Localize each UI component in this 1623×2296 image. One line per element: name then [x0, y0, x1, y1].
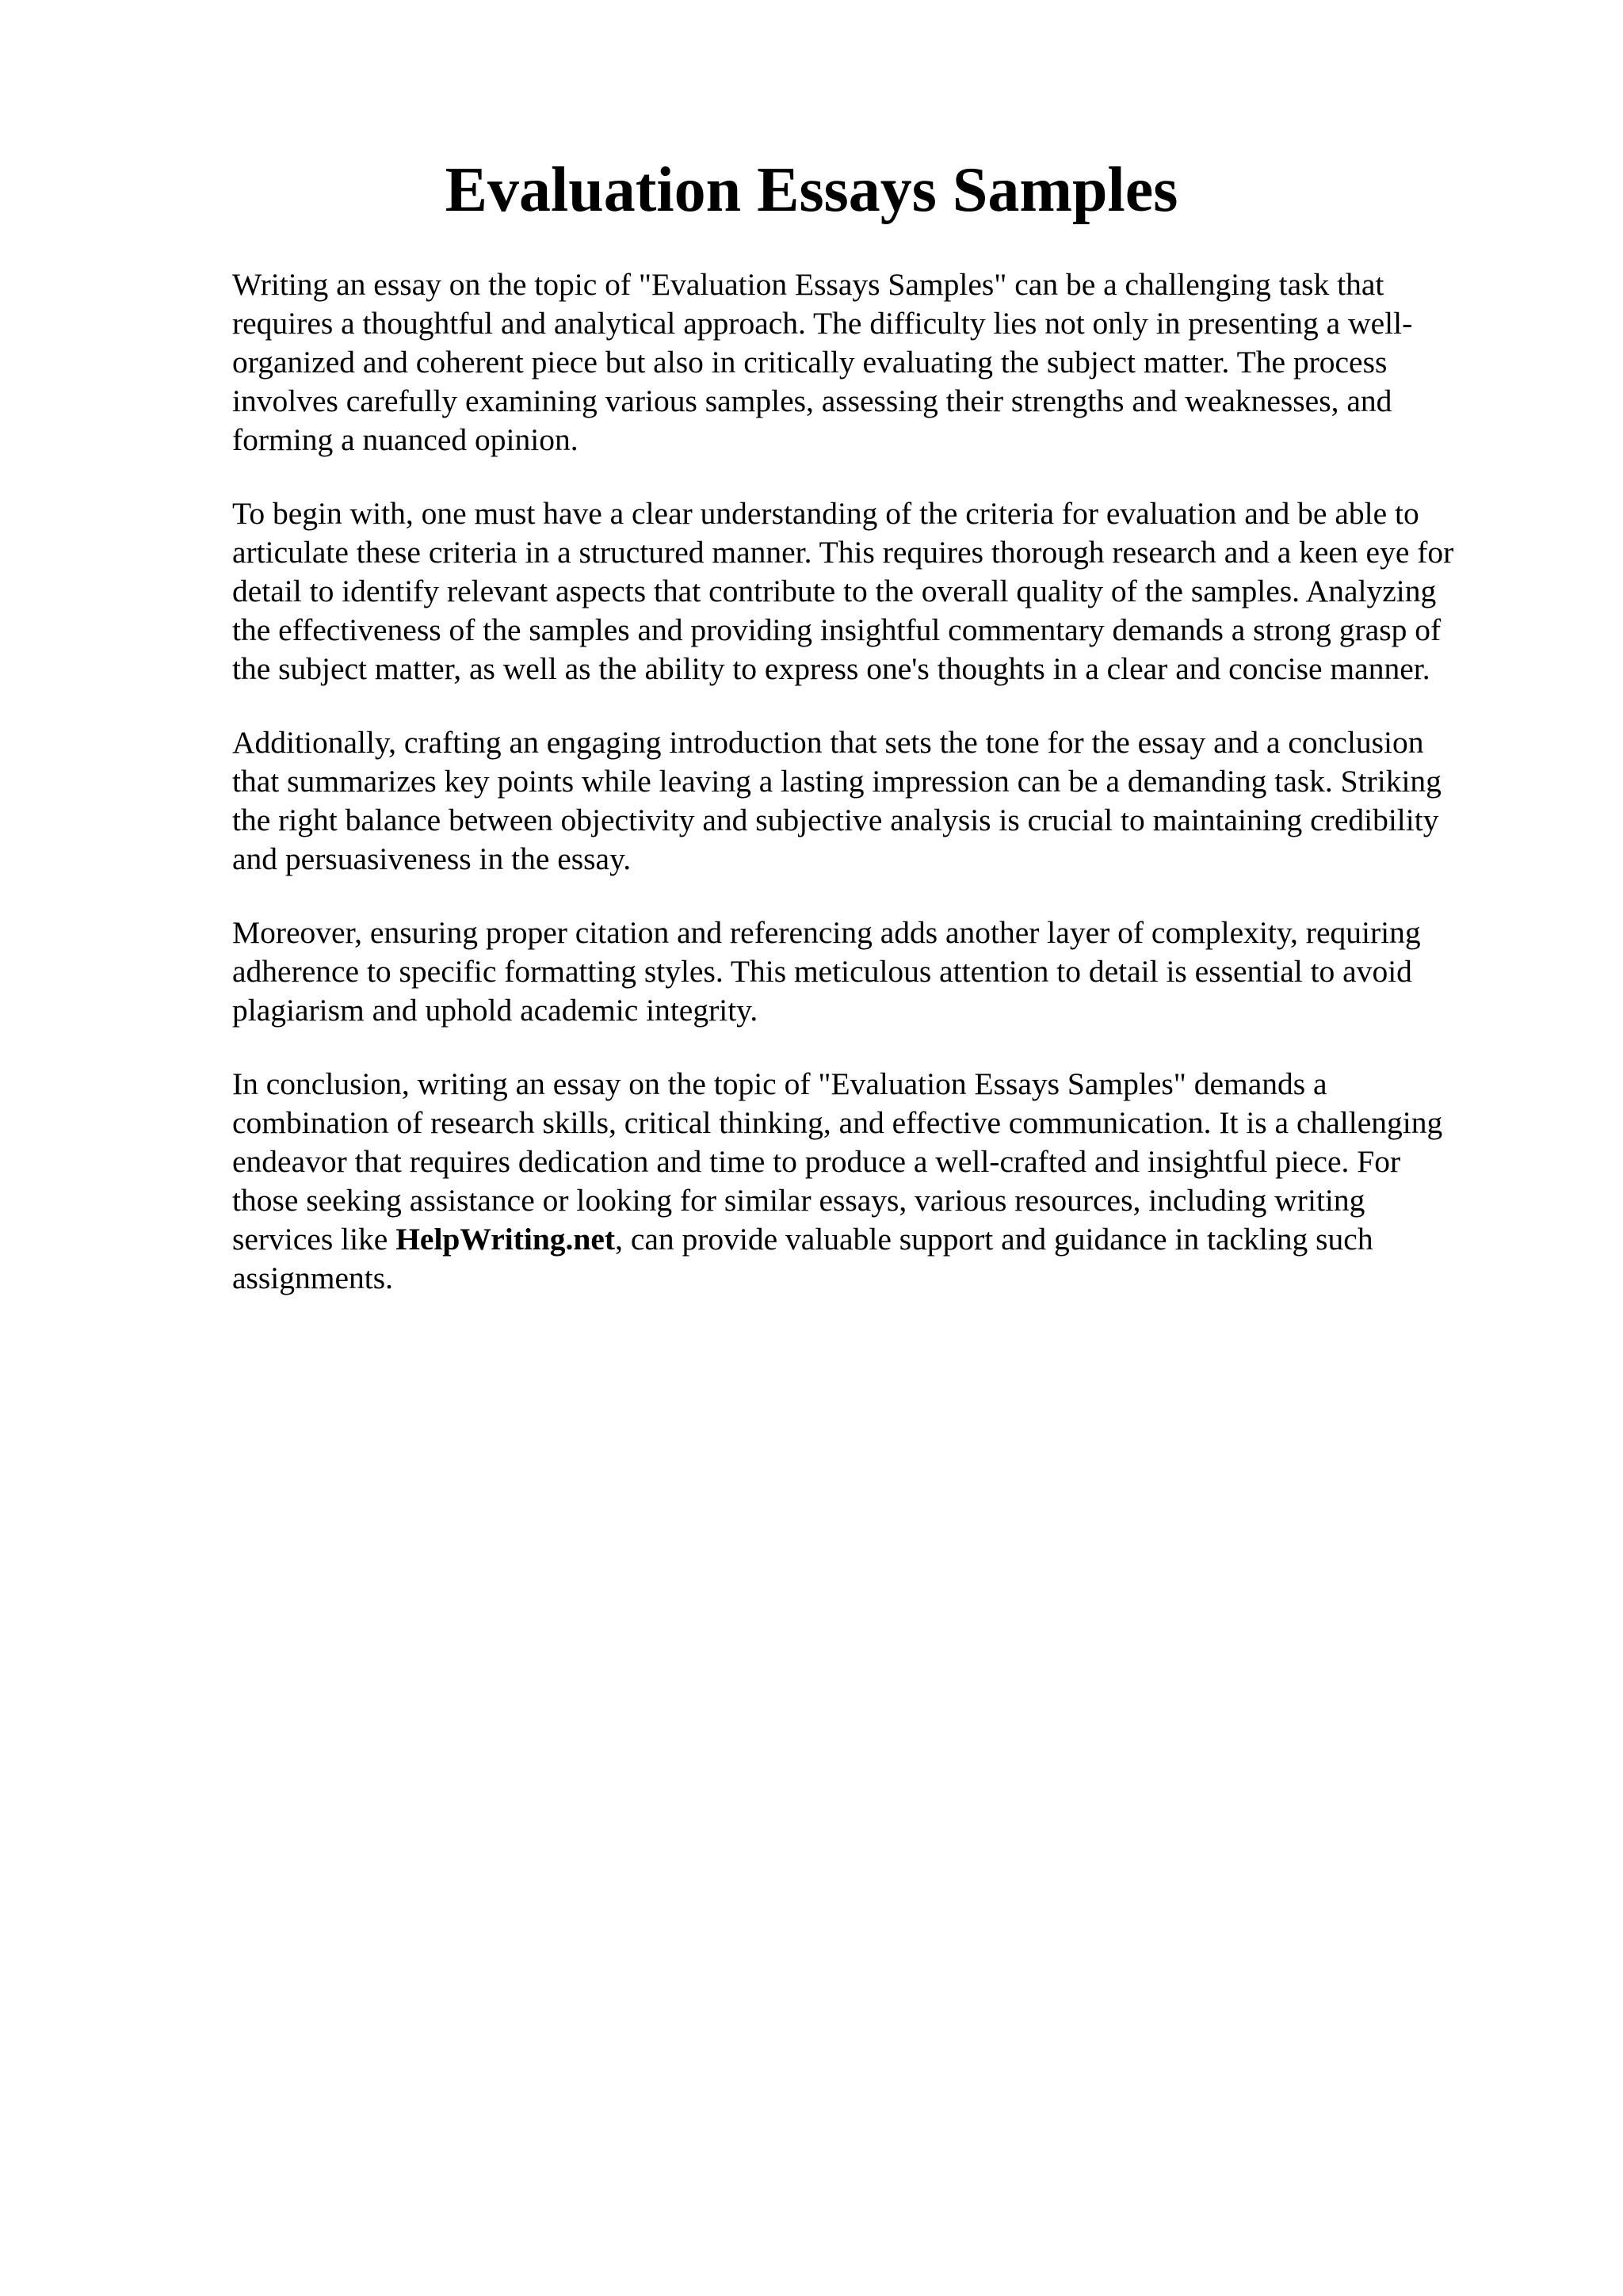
text-line: organized and coherent piece but also in critically evaluating the subject matter. The process	[232, 345, 1388, 379]
paragraph-conclusion	[232, 1065, 1524, 1298]
text-line: the subject matter, as well as the ability to express one's thoughts in a clear and concise manner.	[232, 651, 1430, 686]
text-line: requires a thoughtful and analytical approach. The difficulty lies not only in presenting a well-	[232, 306, 1413, 341]
paragraph-2	[232, 494, 1524, 688]
text-line: and persuasiveness in the essay.	[232, 841, 632, 876]
brand-name: HelpWriting.net	[395, 1222, 616, 1257]
document-title: Evaluation Essays Samples	[445, 155, 1178, 225]
text-line: Additionally, crafting an engaging introduction that sets the tone for the essay and a conclusion	[232, 725, 1424, 760]
text-line: involves carefully examining various samples, assessing their strengths and weaknesses, and	[232, 383, 1392, 418]
text-line: the right balance between objectivity and subjective analysis is crucial to maintaining credibility	[232, 803, 1439, 837]
paragraph-1	[232, 265, 1524, 460]
text-line: the effectiveness of the samples and providing insightful commentary demands a strong grasp of	[232, 612, 1442, 647]
text-line: combination of research skills, critical thinking, and effective communication. It is a challenging	[232, 1105, 1443, 1140]
text-line: To begin with, one must have a clear understanding of the criteria for evaluation and be able to	[232, 496, 1419, 531]
text-line: Moreover, ensuring proper citation and referencing adds another layer of complexity, requiring	[232, 915, 1421, 950]
paragraph-3	[232, 723, 1524, 879]
text-line: articulate these criteria in a structured manner. This requires thorough research and a keen eye for	[232, 535, 1454, 570]
brand-trail-text: , can provide valuable support and guidance in tackling such	[615, 1222, 1373, 1257]
text-line: endeavor that requires dedication and time to produce a well-crafted and insightful piece. For	[232, 1144, 1401, 1179]
text-line: adherence to specific formatting styles. This meticulous attention to detail is essential to avoid	[232, 954, 1412, 989]
text-line: forming a nuanced opinion.	[232, 422, 579, 457]
text-line: those seeking assistance or looking for similar essays, various resources, including writing	[232, 1183, 1365, 1218]
text-line: plagiarism and uphold academic integrity.	[232, 993, 758, 1028]
text-line: assignments.	[232, 1261, 393, 1295]
text-line-with-brand	[232, 1220, 1524, 1259]
paragraph-4	[232, 913, 1524, 1030]
text-line: detail to identify relevant aspects that contribute to the overall quality of the samples. Analyzing	[232, 574, 1437, 608]
text-line: Writing an essay on the topic of "Evaluation Essays Samples" can be a challenging task that	[232, 267, 1384, 302]
text-line: In conclusion, writing an essay on the topic of "Evaluation Essays Samples" demands a	[232, 1066, 1327, 1101]
document-body	[232, 265, 1524, 1333]
brand-lead-text: services like	[232, 1222, 396, 1257]
text-line: that summarizes key points while leaving a lasting impression can be a demanding task. Striking	[232, 764, 1442, 799]
